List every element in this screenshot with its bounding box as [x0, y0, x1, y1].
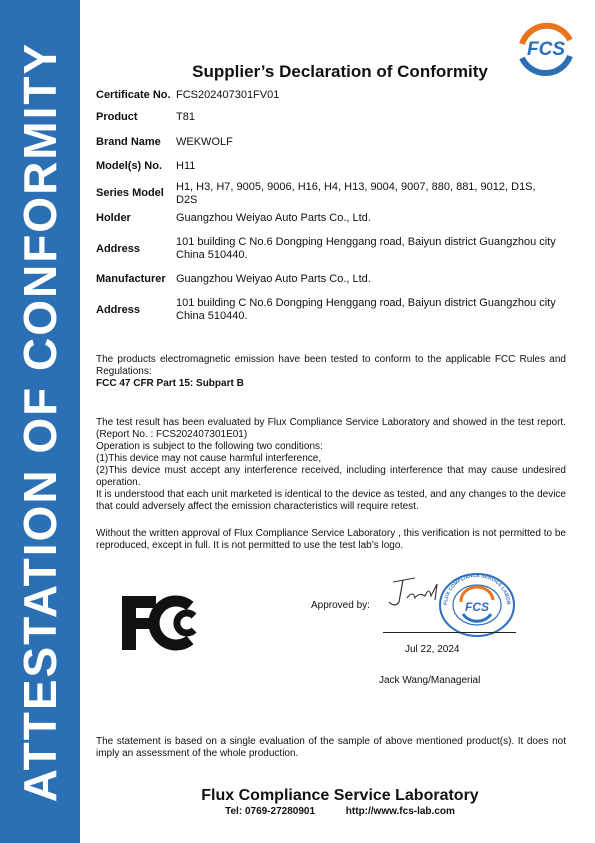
approval-notice: Without the written approval of Flux Compliance Service Laboratory , this verification is not permitted to be reproduced, except in full. It is not permitted to use the test lab’s logo. — [96, 528, 566, 551]
approval-date: Jul 22, 2024 — [405, 644, 460, 655]
field-label-brand: Brand Name — [96, 136, 161, 148]
field-label-holder: Holder — [96, 212, 131, 224]
field-value-address: 101 building C No.6 Dongping Henggang road, Baiyun district Guangzhou city China 510440. — [176, 236, 556, 261]
field-label-series: Series Model — [96, 187, 164, 199]
stamp-ring-text: FLUX COMPLIANCE SERVICE LABOR — [442, 572, 512, 606]
field-value-series: H1, H3, H7, 9005, 9006, H16, H4, H13, 9004, 9007, 880, 881, 9012, D1S, D2S — [176, 181, 536, 206]
signer-name: Jack Wang/Managerial — [379, 675, 481, 686]
field-value-holder: Guangzhou Weiyao Auto Parts Co., Ltd. — [176, 212, 371, 224]
fcc-logo-text: FC — [120, 592, 122, 593]
fcc-logo — [120, 592, 208, 654]
sidebar-title: ATTESTATION OF CONFORMITY — [14, 41, 66, 803]
signature-text: Jack — [385, 572, 388, 573]
footer-website-link[interactable]: http://www.fcs-lab.com — [345, 806, 455, 817]
field-value-manufacturer-address: 101 building C No.6 Dongping Henggang road, Baiyun district Guangzhou city China 510440. — [176, 297, 556, 322]
emission-section — [96, 354, 566, 390]
test-result-section — [96, 417, 566, 513]
page-title: Supplier’s Declaration of Conformity — [192, 62, 488, 81]
field-label-manufacturer-address: Address — [96, 304, 141, 316]
field-label-product: Product — [96, 111, 138, 123]
sidebar-banner — [0, 0, 80, 843]
footer-lab-name: Flux Compliance Service Laboratory — [201, 787, 479, 804]
field-value-model: H11 — [176, 160, 196, 172]
field-value-manufacturer: Guangzhou Weiyao Auto Parts Co., Ltd. — [176, 273, 371, 285]
stamp-center-text: FCS — [465, 600, 489, 614]
fcs-logo-text: FCS — [527, 39, 565, 60]
result-line: Operation is subject to the following two conditions: — [96, 441, 323, 452]
field-label-model: Model(s) No. — [96, 160, 162, 172]
emission-text: The products electromagnetic emission have been tested to conform to the applicable FCC Rules and Regulations: — [96, 354, 566, 377]
footer-tel: Tel: 0769-27280901 — [225, 806, 316, 817]
field-value-product: T81 — [176, 111, 195, 123]
field-label-certificate: Certificate No. — [96, 89, 171, 101]
field-label-manufacturer: Manufacturer — [96, 273, 166, 285]
signature — [385, 572, 445, 612]
emission-rule: FCC 47 CFR Part 15: Subpart B — [96, 378, 244, 389]
field-label-address: Address — [96, 243, 141, 255]
certification-stamp — [437, 572, 517, 638]
result-line: The test result has been evaluated by Flux Compliance Service Laboratory and showed in the test report. (Report No. : FCS202407301E01) — [96, 417, 566, 440]
field-value-brand: WEKWOLF — [176, 136, 233, 148]
result-line: (1)This device may not cause harmful interference, — [96, 453, 322, 464]
result-line: (2)This device must accept any interference received, including interference that may cause undesired operation. — [96, 465, 566, 488]
approved-by-label: Approved by: — [311, 600, 370, 611]
result-line: It is understood that each unit marketed is identical to the device as tested, and any changes to the device that could adversely affect the emission characteristics will require retest. — [96, 489, 566, 512]
field-value-certificate: FCS202407301FV01 — [176, 89, 280, 101]
statement: The statement is based on a single evaluation of the sample of above mentioned product(s). It does not imply an assessment of the whole production. — [96, 736, 566, 759]
signature-line — [383, 632, 516, 633]
footer-contact — [95, 806, 585, 817]
